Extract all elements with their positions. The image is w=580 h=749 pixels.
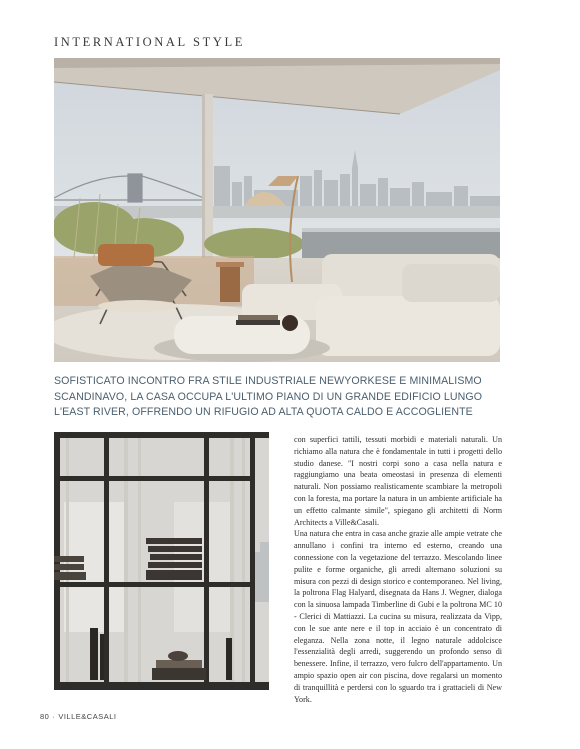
hero-photo	[54, 58, 500, 362]
article-paragraph: con superfici tattili, tessuti morbidi e materiali naturali. Un richiamo alla natura che è fondamentale in tutti i progetti dello studio danese. "I nostri corpi sono a casa nella natura e raggiungiamo una beata omeostasi in presenza di elementi naturali. Non possiamo realisticamente scambiare la metropoli con la foresta, ma portare la natura in un ambiente artificiale ha un effetto calmante simile", spiegano gli architetti di Norm Architects a Ville&Casali.	[294, 435, 502, 527]
page-number: 80	[40, 712, 50, 721]
section-label: INTERNATIONAL STYLE	[54, 35, 245, 49]
footer-separator: ·	[52, 712, 56, 721]
article-body	[294, 434, 502, 705]
photo-caption: SOFISTICATO INCONTRO FRA STILE INDUSTRIALE NEWYORKESE E MINIMALISMO SCANDINAVO, LA CASA OCCUPA L'ULTIMO PIANO DI UN GRANDE EDIFICIO LUNGO L'EAST RIVER, OFFRENDO UN RIFUGIO AD ALTA QUOTA CALDO E ACCOGLIENTE	[54, 375, 483, 419]
article-paragraph: Una natura che entra in casa anche grazie alle ampie vetrate che annullano i confini tra interno ed esterno, creando una connessione con la vegetazione del terrazzo. Mescolando linee pulite e forme organiche, gli arredi alternano soluzioni su misura con pezzi di design storico e contemporaneo. Nel living, la poltrona Flag Halyard, disegnata da Hans J. Wegner, dialoga con la sinuosa lampada Timberline di Gubi e la poltrona MC 10 - Clerici di Mattiazzi. La cucina su misura, realizzata da Vipp, con le sue ante nere e il top in acciaio è un concentrato di eleganza. Nella zona notte, il legno naturale addolcisce l'essenzialità degli arredi, suggerendo un profondo senso di benessere. Infine, il terrazzo, vero fulcro dell'appartamento. Un ampio spazio open air con piscina, dove regalarsi un momento di tranquillità e perdersi con lo sguardo tra i grattacieli di New York.	[294, 529, 502, 704]
shelf-photo	[54, 432, 269, 690]
magazine-name: VILLE&CASALI	[58, 712, 117, 721]
page-footer	[40, 712, 116, 721]
